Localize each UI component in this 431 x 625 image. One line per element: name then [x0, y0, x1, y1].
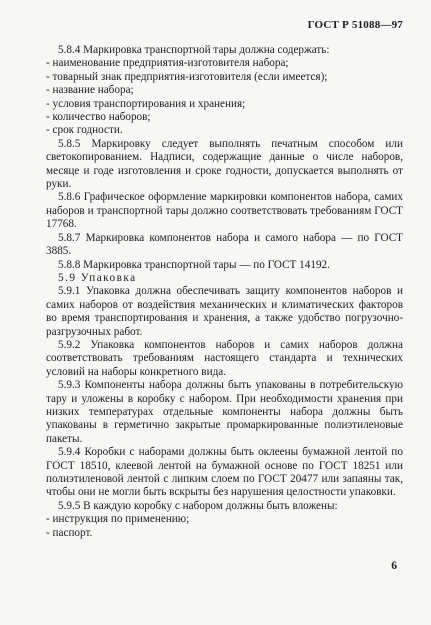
list-item: - паспорт. — [46, 526, 93, 539]
clause-5-9-2: 5.9.2 Упаковка компонентов наборов и самих наборов должна соответствовать требованиям настоящего стандарта и технических условий на наборы конкретного вида. — [46, 338, 403, 378]
clause-5-8-8: 5.8.8 Маркировка транспортной тары — по ГОСТ 14192. — [58, 258, 330, 271]
clause-5-8-4: 5.8.4 Маркировка транспортной тары должна содержать: — [58, 44, 330, 56]
page-number: 6 — [391, 560, 397, 572]
clause-5-9-5: 5.9.5 В каждую коробку с набором должны быть вложены: — [58, 499, 338, 512]
document-body — [46, 44, 403, 540]
clause-5-9-4: 5.9.4 Коробки с наборами должны быть оклеены бумажной лентой по ГОСТ 18510, клеевой лентой на бумажной основе по ГОСТ 18251 или полиэтиленовой лентой с липким слоем по ГОСТ 20477 или запаяны так, чтобы они не могли быть вскрыты без нарушения целостности упаковки. — [46, 446, 403, 499]
list-item: - количество наборов; — [46, 111, 151, 124]
list-item: - наименование предприятия-изготовителя набора; — [46, 57, 289, 70]
list-item: - условия транспортирования и хранения; — [46, 97, 246, 110]
clause-5-9-3: 5.9.3 Компоненты набора должны быть упакованы в потребительскую тару и уложены в коробку с набором. При необходимости хранения при низких температурах отдельные компоненты набора должны быть упакованы в герметично закрытые промаркированные полиэтиленовые пакеты. — [46, 379, 403, 445]
list-item: - название набора; — [46, 84, 134, 97]
standard-header: ГОСТ Р 51088—97 — [307, 19, 403, 31]
list-item: - товарный знак предприятия-изготовителя (если имеется); — [46, 70, 328, 83]
section-heading-5-9: 5.9 Упаковка — [58, 271, 137, 284]
clause-5-9-1: 5.9.1 Упаковка должна обеспечивать защиту компонентов наборов и самих наборов от воздействия механических и климатических факторов во время транспортирования и хранения, а также удобство погрузочно-разгрузочных работ. — [46, 285, 403, 338]
clause-5-8-7: 5.8.7 Маркировка компонентов набора и самого набора — по ГОСТ 3885. — [46, 231, 403, 258]
clause-5-8-6: 5.8.6 Графическое оформление маркировки компонентов набора, самих наборов и транспортной тары должно соответствовать требованиям ГОСТ 17768. — [46, 191, 403, 231]
list-item: - срок годности. — [46, 124, 123, 137]
list-item: - инструкция по применению; — [46, 513, 190, 526]
clause-5-8-5: 5.8.5 Маркировку следует выполнять печатным способом или светокопированием. Надписи, содержащие данные о числе наборов, месяце и годе изготовления и сроке годности, допускается выполнять от руки. — [46, 137, 403, 191]
